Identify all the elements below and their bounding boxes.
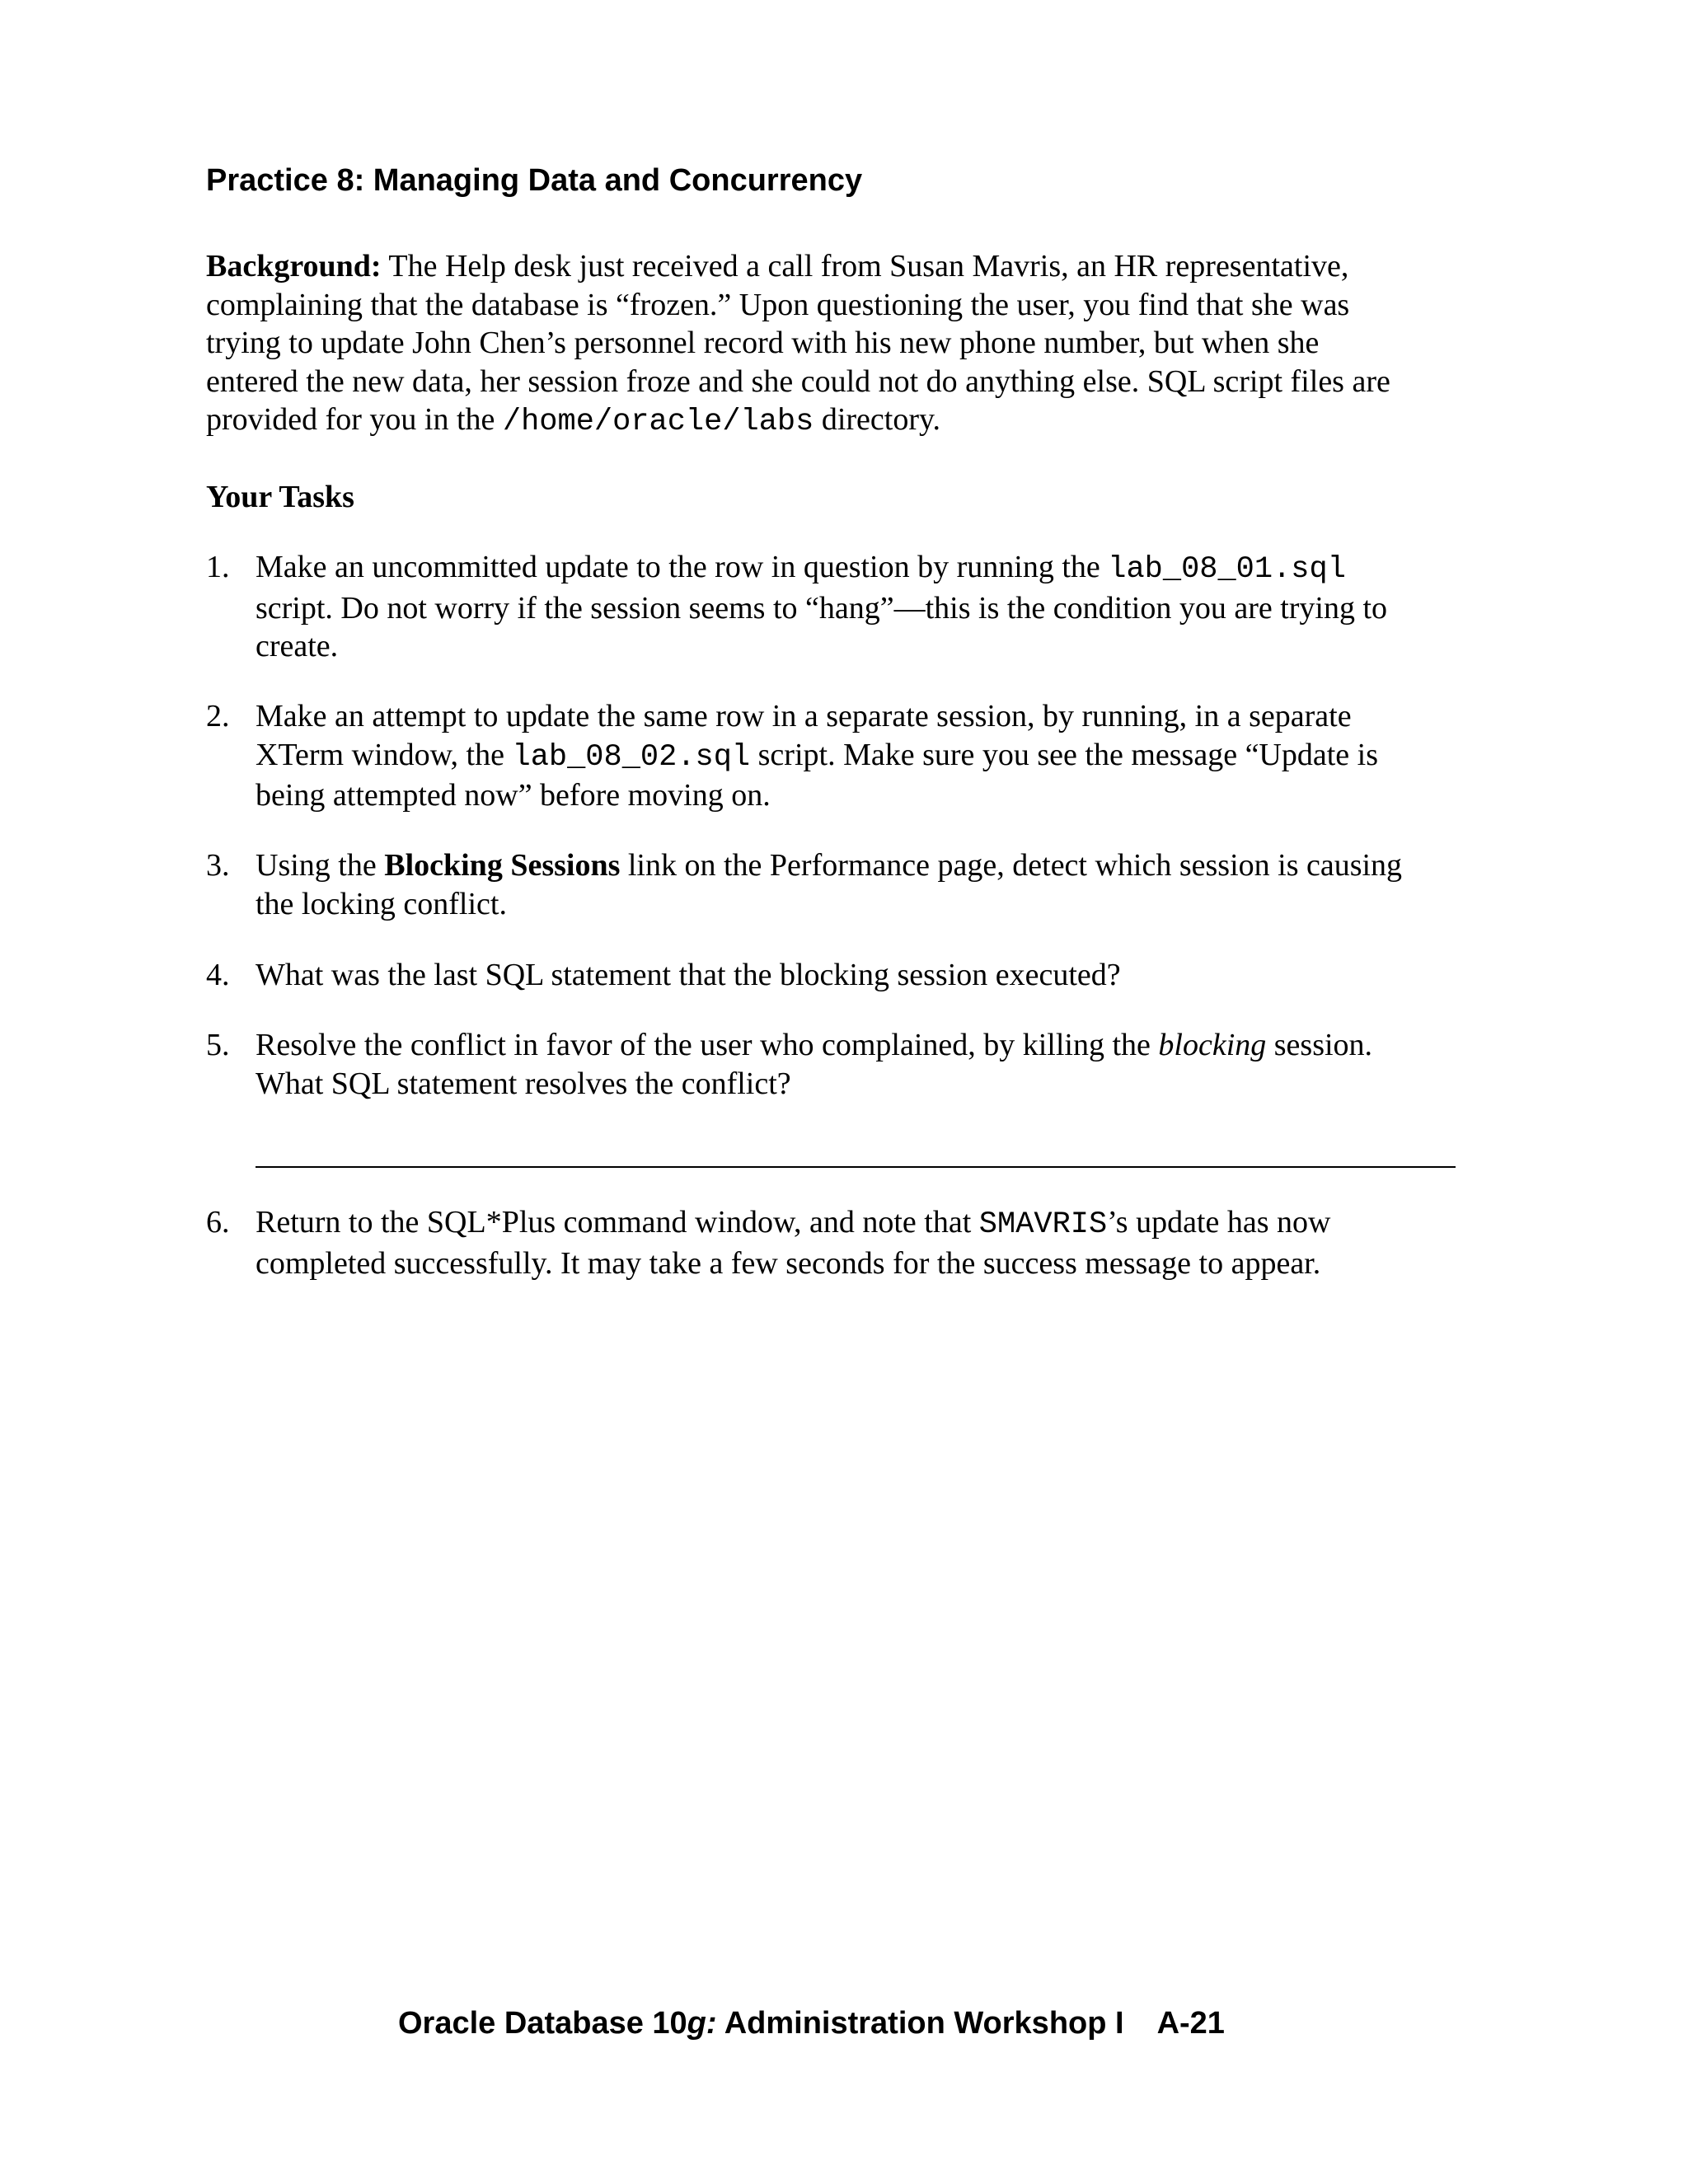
tasks-heading: Your Tasks [206,480,354,514]
answer-line [256,1166,1456,1168]
background-line-3: trying to update John Chen’s personnel record with his new phone number, but when she [206,326,1320,360]
task-text: What was the last SQL statement that the blocking session executed? [256,958,1121,992]
labs-directory-path: /home/oracle/labs [502,405,814,439]
script-filename: lab_08_01.sql [1108,552,1346,587]
background-paragraph [206,247,1484,442]
task-text: Return to the SQL*Plus command window, and note that SMAVRIS’s update has now completed successfully. It may take a few seconds for the success message to appear. [256,1205,1331,1281]
task-number: 2. [206,699,230,733]
page-footer: Oracle Database 10g: Administration Workshop I A-21 [398,2006,1225,2041]
background-line-5: provided for you in the /home/oracle/labs directory. [206,402,941,439]
task-text: Make an attempt to update the same row in a separate session, by running, in a separate XTerm window, the lab_08_02.sql script. Make sure you see the message “Update is being attempted now” before moving on. [256,699,1379,813]
task-number: 4. [206,958,230,992]
background-line-1: Background: The Help desk just received a call from Susan Mavris, an HR representative, [206,249,1349,284]
username-code: SMAVRIS [978,1207,1108,1242]
task-number: 1. [206,550,230,584]
task-text: Resolve the conflict in favor of the user who complained, by killing the blocking session. What SQL statement resolves the conflict? [256,1028,1373,1101]
task-text: Using the Blocking Sessions link on the Performance page, detect which session is causing the locking conflict. [256,848,1403,921]
page-number: A-21 [1156,2006,1225,2041]
blocking-sessions-link-name: Blocking Sessions [384,848,621,883]
background-line-2: complaining that the database is “frozen.” Upon questioning the user, you find that she was [206,287,1350,322]
page-title: Practice 8: Managing Data and Concurrency [206,163,863,198]
background-line-4: entered the new data, her session froze and she could not do anything else. SQL script files are [206,363,1390,399]
task-number: 3. [206,848,230,883]
task-number: 5. [206,1028,230,1062]
background-label: Background: [206,249,382,284]
task-text: Make an uncommitted update to the row in question by running the lab_08_01.sql script. Do not worry if the session seems to “hang”—this is the condition you are trying to create. [256,550,1388,663]
script-filename: lab_08_02.sql [512,739,751,775]
task-number: 6. [206,1205,230,1240]
